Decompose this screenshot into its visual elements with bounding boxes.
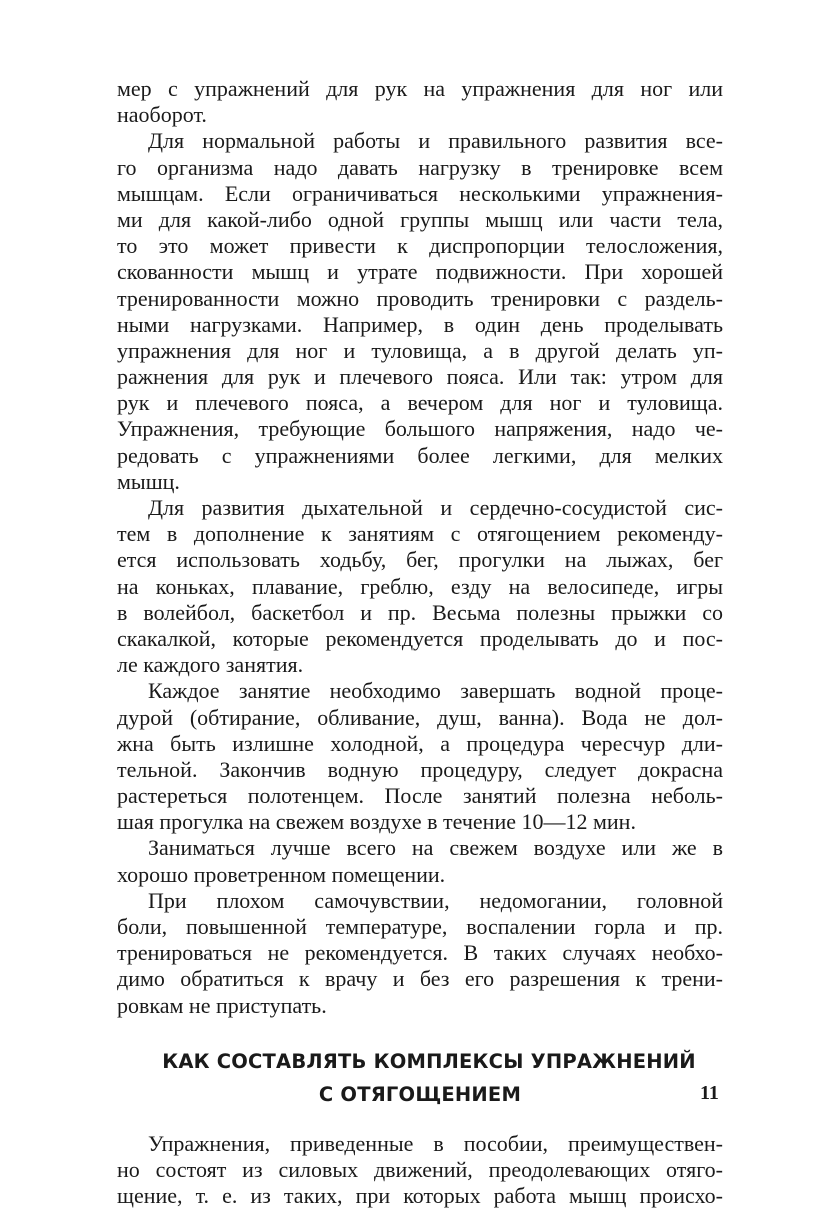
text-line: Для развития дыхательной и сердечно-сосудистой сис- xyxy=(148,495,723,520)
page-body xyxy=(117,76,723,1209)
text-line: Заниматься лучше всего на свежем воздухе или же в xyxy=(148,835,723,861)
text-line: Для нормальной работы и правильного развития все- xyxy=(148,128,723,154)
section-heading-line: КАК СОСТАВЛЯТЬ КОМПЛЕКСЫ УПРАЖНЕНИЙ xyxy=(162,1049,696,1073)
paragraph-water-procedure xyxy=(117,678,723,835)
paragraph-exercises-intro xyxy=(117,1131,723,1209)
text-line: мышц. xyxy=(117,468,180,494)
text-line: го организма надо давать нагрузку в тренировке всем xyxy=(117,154,723,180)
text-line: ражнения для рук и плечевого пояса. Или так: утром для xyxy=(117,364,723,390)
paragraph-fresh-air xyxy=(117,835,723,887)
text-line: щение, т. е. из таких, при которых работа мышц происхо- xyxy=(117,1183,723,1209)
text-line: Каждое занятие необходимо завершать водной проце- xyxy=(148,678,723,704)
text-line: ется использовать ходьбу, бег, прогулки на лыжах, бег xyxy=(117,547,723,573)
text-line: растереться полотенцем. После занятий полезна неболь- xyxy=(117,783,723,809)
text-line: тем в дополнение к занятиям с отягощением рекоменду- xyxy=(117,521,723,547)
text-line: боли, повышенной температуре, воспалении горла и пр. xyxy=(117,914,723,939)
section-heading xyxy=(117,1045,723,1111)
text-line: скакалкой, которые рекомендуется проделывать до и пос- xyxy=(117,625,723,651)
text-line: Упражнения, приведенные в пособии, преимуществен- xyxy=(148,1130,723,1156)
text-line: димо обратиться к врачу и без его разрешения к трени- xyxy=(117,966,723,992)
text-line: тельной. Закончив водную процедуру, следует докрасна xyxy=(117,756,723,782)
text-line: упражнения для ног и туловища, а в другой делать уп- xyxy=(117,337,723,363)
text-line: рук и плечевого пояса, а вечером для ног и туловища. xyxy=(117,390,723,416)
text-line: на коньках, плавание, греблю, езду на велосипеде, игры xyxy=(117,573,723,599)
text-line: жна быть излишне холодной, а процедура чересчур дли- xyxy=(117,730,723,756)
paragraph-illness xyxy=(117,888,723,1019)
section-heading-line: С ОТЯГОЩЕНИЕМ xyxy=(318,1082,522,1106)
text-line: ми для какой-либо одной группы мышц или части тела, xyxy=(117,206,723,232)
text-line: тренированности можно проводить тренировки с раздель- xyxy=(117,285,723,311)
text-line: редовать с упражнениями более легкими, для мелких xyxy=(117,442,723,468)
text-line: шая прогулка на свежем воздухе в течение 10—12 мин. xyxy=(117,809,636,835)
text-line: Упражнения, требующие большого напряжения, надо че- xyxy=(117,416,723,442)
text-line: мышцам. Если ограничиваться несколькими упражнения- xyxy=(117,180,723,206)
text-line: наоборот. xyxy=(117,102,207,128)
paragraph-muscle-load xyxy=(117,128,723,495)
text-line: но состоят из силовых движений, преодолевающих отяго- xyxy=(117,1156,723,1182)
text-line: ровкам не приступать. xyxy=(117,992,327,1018)
text-line: ле каждого занятия. xyxy=(117,652,304,678)
text-line: то это может привести к диспропорции телосложения, xyxy=(117,233,723,259)
text-line: При плохом самочувствии, недомогании, головной xyxy=(148,887,723,913)
page-number: 11 xyxy=(700,1082,719,1104)
text-line: тренироваться не рекомендуется. В таких случаях необхо- xyxy=(117,940,723,966)
text-line: скованности мышц и утрате подвижности. При хорошей xyxy=(117,259,723,285)
text-line: мер с упражнений для рук на упражнения для ног или xyxy=(117,76,723,101)
text-line: в волейбол, баскетбол и пр. Весьма полезны прыжки со xyxy=(117,599,723,625)
text-line: хорошо проветренном помещении. xyxy=(117,861,446,887)
text-line: дурой (обтирание, обливание, душ, ванна). Вода не дол- xyxy=(117,704,723,730)
text-line: ными нагрузками. Например, в один день проделывать xyxy=(117,311,723,337)
paragraph-continuation xyxy=(117,76,723,128)
paragraph-cardio xyxy=(117,495,723,678)
